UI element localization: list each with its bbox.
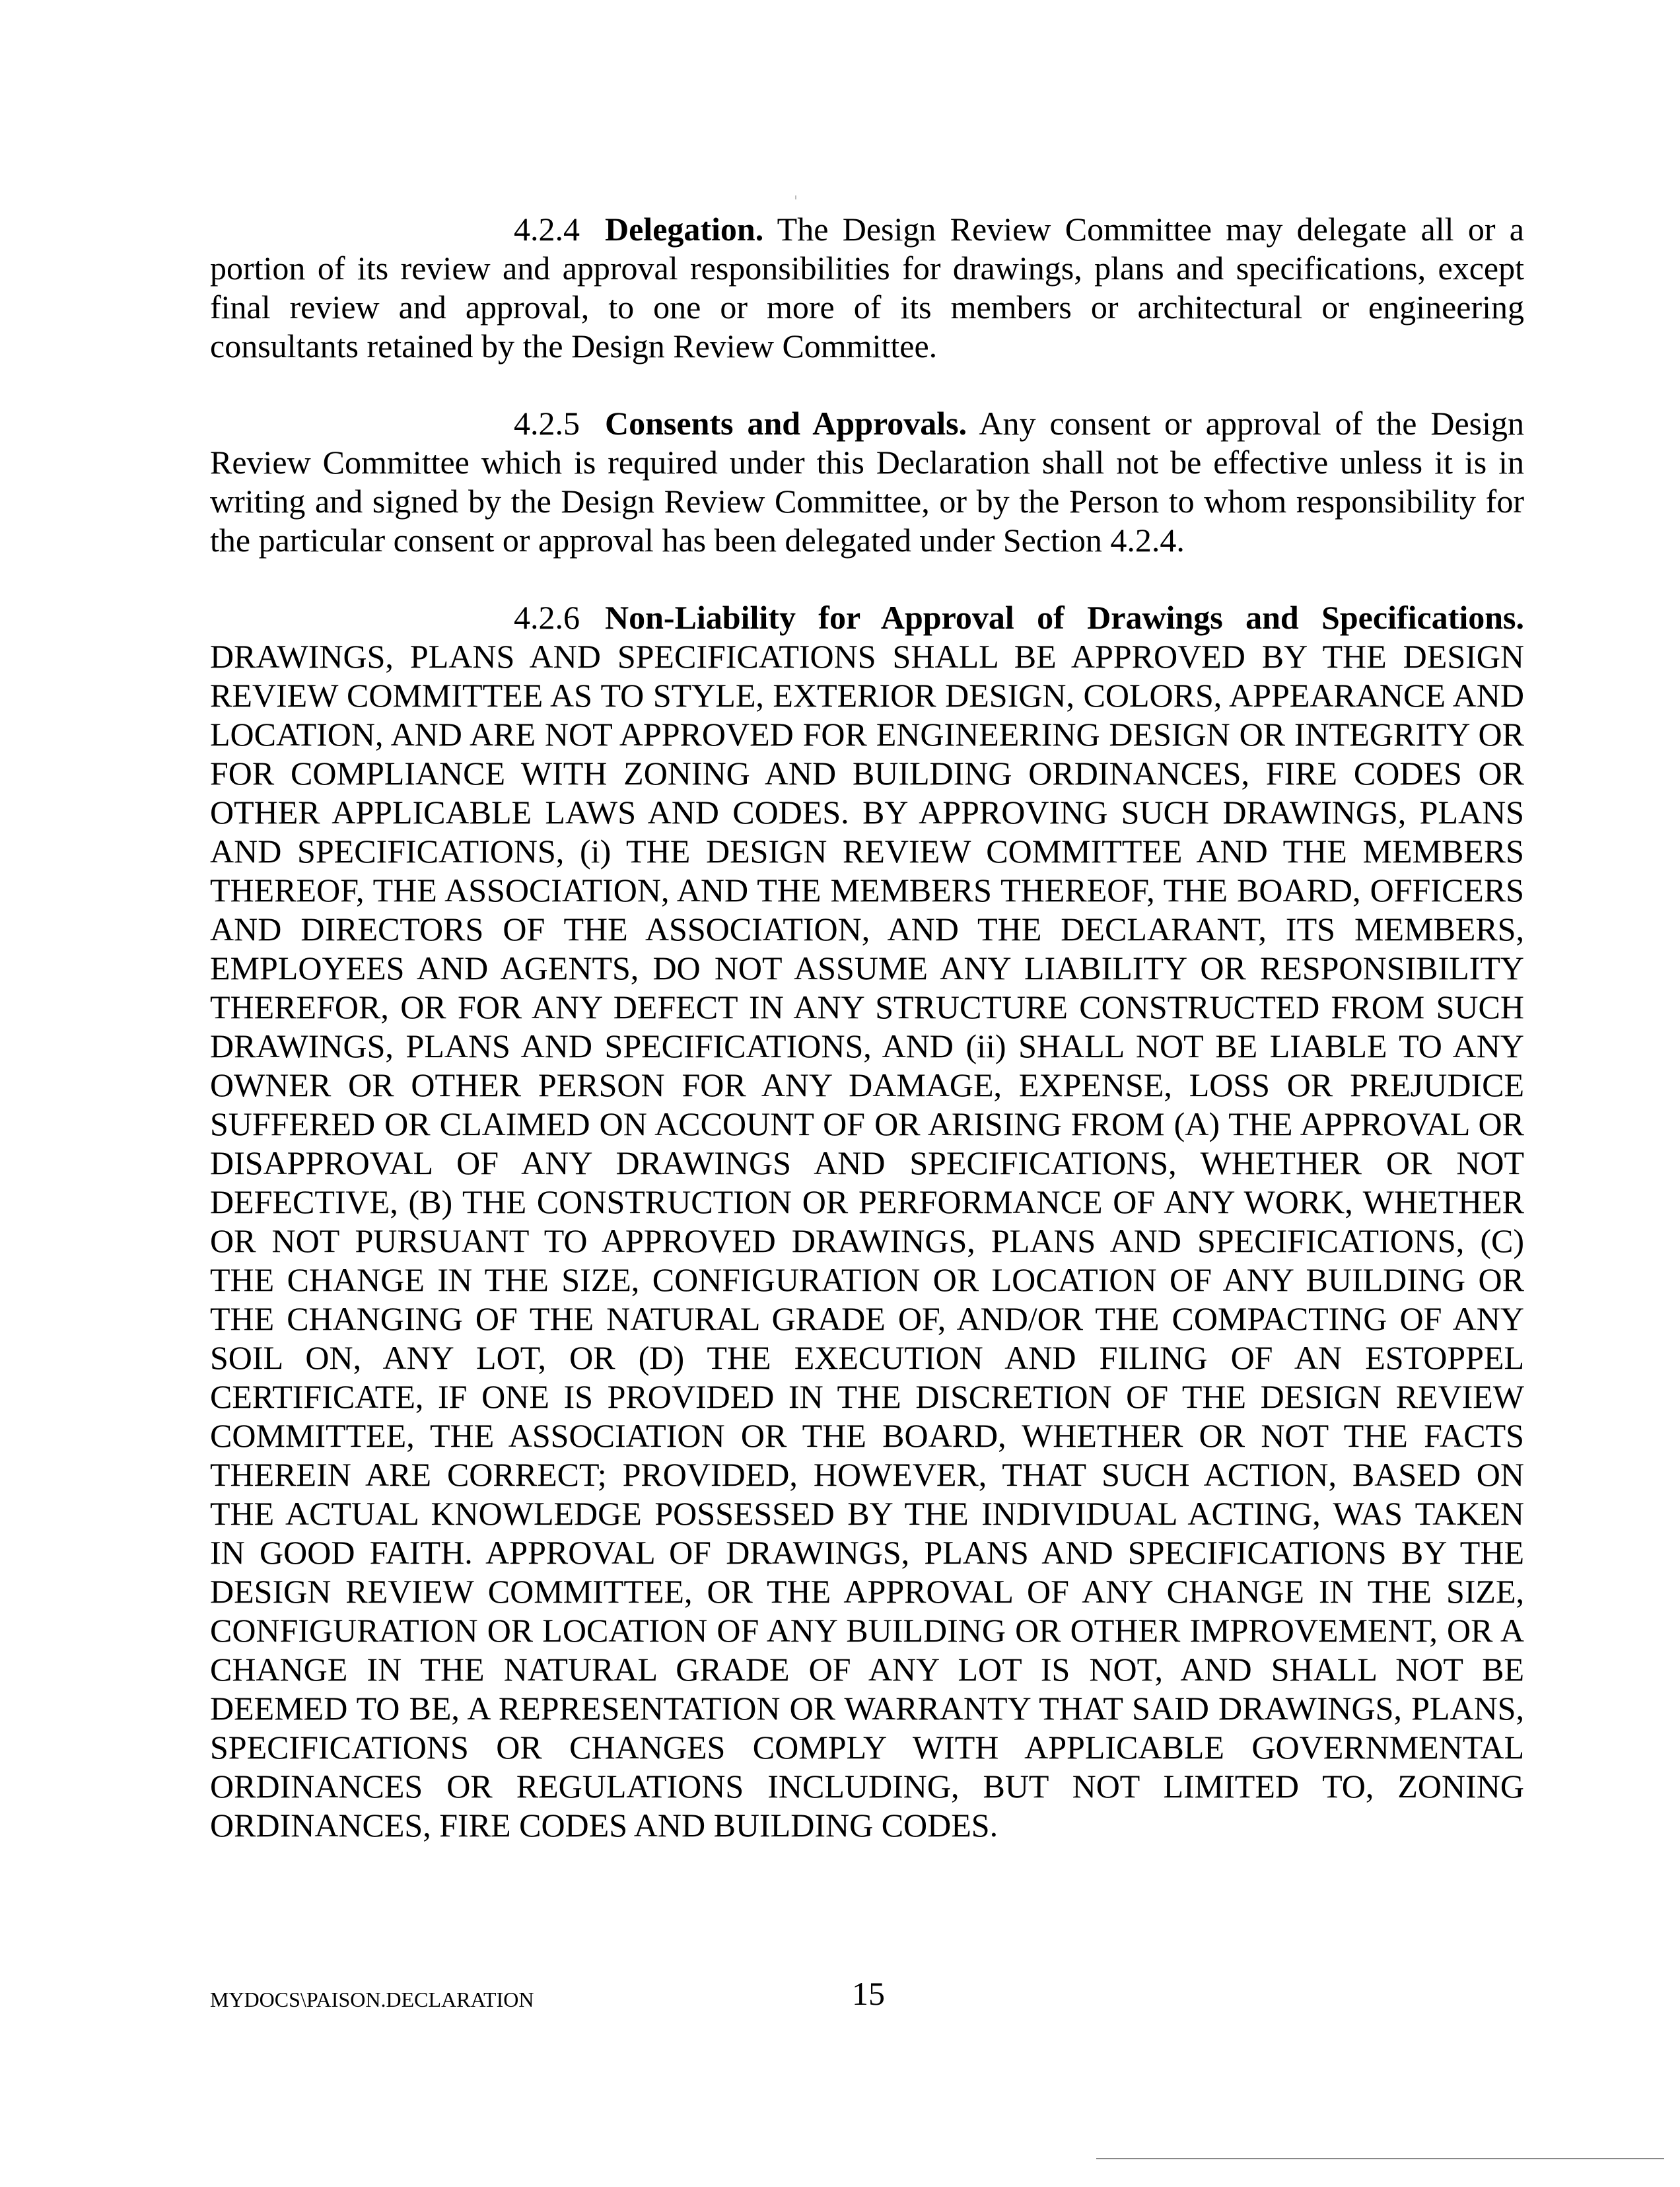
section-number: 4.2.5: [514, 405, 580, 442]
section-heading: Consents and Approvals.: [605, 405, 967, 442]
section-4-2-5: [210, 404, 1524, 560]
section-text: Any consent or approval of the Design Review Committee which is required under this Declaration shall not be effective unless it is in writing and signed by the Design Review Committee, or by the Person to whom responsibility for the particular consent or approval has been delegated under Section 4.2.4.: [210, 405, 1525, 559]
scan-speck: [795, 195, 796, 199]
section-heading: Delegation.: [605, 211, 764, 248]
section-heading: Non-Liability for Approval of Drawings and Specifications.: [605, 599, 1524, 636]
document-body: [210, 210, 1524, 1883]
section-number: 4.2.4: [514, 211, 580, 248]
section-text: DRAWINGS, PLANS AND SPECIFICATIONS SHALL BE APPROVED BY THE DESIGN REVIEW COMMITTEE AS TO STYLE, EXTERIOR DESIGN, COLORS, APPEARANCE AND LOCATION, AND ARE NOT APPROVED FOR ENGINEERING DESIGN OR INTEGRITY OR FOR COMPLIANCE WITH ZONING AND BUILDING ORDINANCES, FIRE CODES OR OTHER APPLICABLE LAWS AND CODES. BY APPROVING SUCH DRAWINGS, PLANS AND SPECIFICATIONS, (i) THE DESIGN REVIEW COMMITTEE AND THE MEMBERS THEREOF, THE ASSOCIATION, AND THE MEMBERS THEREOF, THE BOARD, OFFICERS AND DIRECTORS OF THE ASSOCIATION, AND THE DECLARANT, ITS MEMBERS, EMPLOYEES AND AGENTS, DO NOT ASSUME ANY LIABILITY OR RESPONSIBILITY THEREFOR, OR FOR ANY DEFECT IN ANY STRUCTURE CONSTRUCTED FROM SUCH DRAWINGS, PLANS AND SPECIFICATIONS, AND (ii) SHALL NOT BE LIABLE TO ANY OWNER OR OTHER PERSON FOR ANY DAMAGE, EXPENSE, LOSS OR PREJUDICE SUFFERED OR CLAIMED ON ACCOUNT OF OR ARISING FROM (A) THE APPROVAL OR DISAPPROVAL OF ANY DRAWINGS AND SPECIFICATIONS, WHETHER OR NOT DEFECTIVE, (B) THE CONSTRUCTION OR PERFORMANCE OF ANY WORK, WHETHER OR NOT PURSUANT TO APPROVED DRAWINGS, PLANS AND SPECIFICATIONS, (C) THE CHANGE IN THE SIZE, CONFIGURATION OR LOCATION OF ANY BUILDING OR THE CHANGING OF THE NATURAL GRADE OF, AND/OR THE COMPACTING OF ANY SOIL ON, ANY LOT, OR (D) THE EXECUTION AND FILING OF AN ESTOPPEL CERTIFICATE, IF ONE IS PROVIDED IN THE DISCRETION OF THE DESIGN REVIEW COMMITTEE, THE ASSOCIATION OR THE BOARD, WHETHER OR NOT THE FACTS THEREIN ARE CORRECT; PROVIDED, HOWEVER, THAT SUCH ACTION, BASED ON THE ACTUAL KNOWLEDGE POSSESSED BY THE INDIVIDUAL ACTING, WAS TAKEN IN GOOD FAITH. APPROVAL OF DRAWINGS, PLANS AND SPECIFICATIONS BY THE DESIGN REVIEW COMMITTEE, OR THE APPROVAL OF ANY CHANGE IN THE SIZE, CONFIGURATION OR LOCATION OF ANY BUILDING OR OTHER IMPROVEMENT, OR A CHANGE IN THE NATURAL GRADE OF ANY LOT IS NOT, AND SHALL NOT BE DEEMED TO BE, A REPRESENTATION OR WARRANTY THAT SAID DRAWINGS, PLANS, SPECIFICATIONS OR CHANGES COMPLY WITH APPLICABLE GOVERNMENTAL ORDINANCES OR REGULATIONS INCLUDING, BUT NOT LIMITED TO, ZONING ORDINANCES, FIRE CODES AND BUILDING CODES.: [210, 638, 1524, 1844]
section-number: 4.2.6: [514, 599, 580, 636]
bottom-scan-line: [1096, 2158, 1664, 2159]
section-4-2-6: [210, 598, 1524, 1845]
section-4-2-4: [210, 210, 1524, 366]
page-number: 15: [852, 1975, 885, 2012]
footer-document-path: MYDOCS\PAISON.DECLARATION: [210, 1988, 534, 2011]
section-text: The Design Review Committee may delegate all or a portion of its review and approval responsibilities for drawings, plans and specifications, except final review and approval, to one or more of its members or architectural or engineering consultants retained by the Design Review Committee.: [210, 211, 1524, 364]
